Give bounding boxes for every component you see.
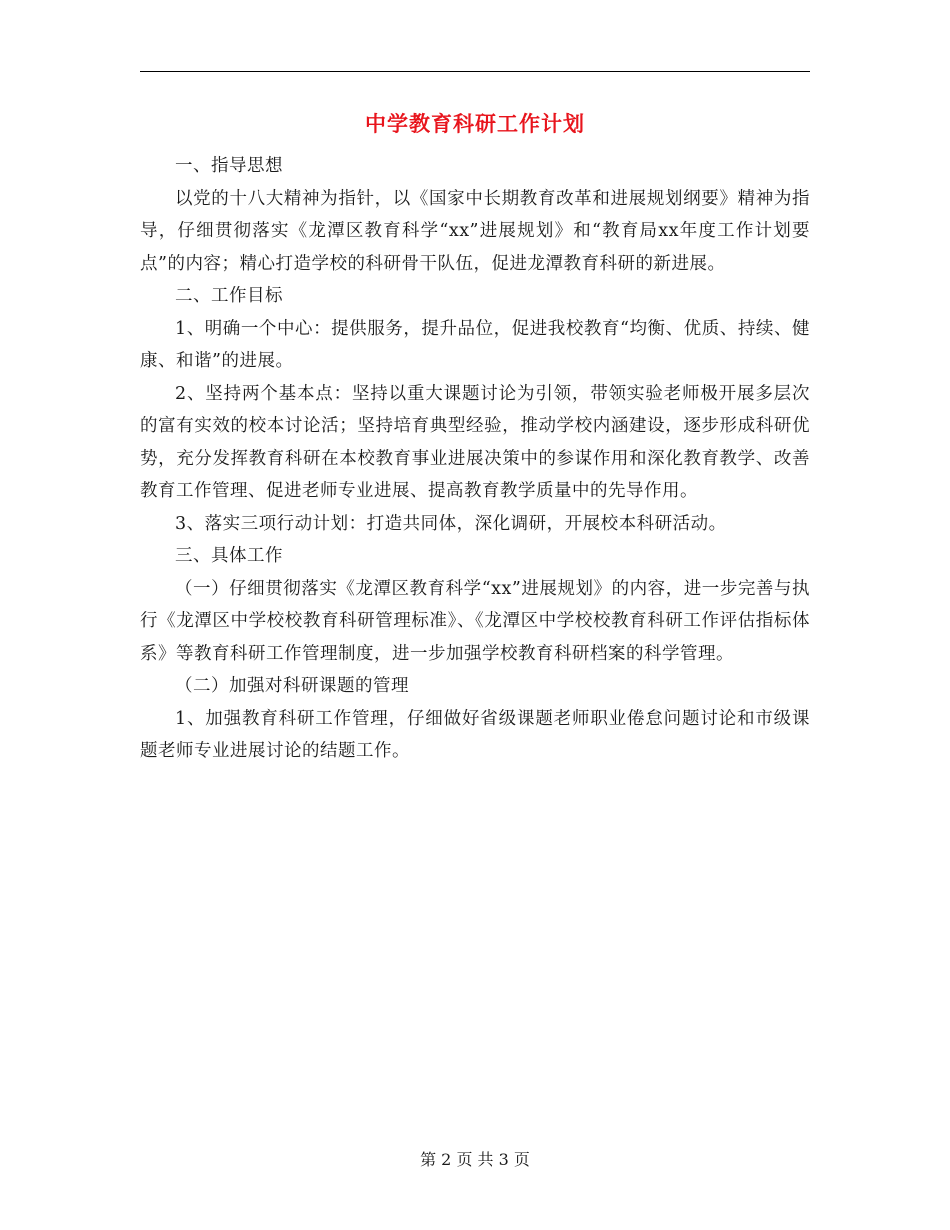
section-heading-specific-work: 三、具体工作: [175, 546, 283, 566]
subheading-topic-management: （二）加强对科研课题的管理: [175, 676, 409, 696]
document-title: 中学教育科研工作计划: [365, 111, 585, 136]
page-number-footer: 第 2 页 共 3 页: [420, 1150, 530, 1169]
header-rule: [140, 71, 810, 72]
paragraph-work-1: （一）仔细贯彻落实《龙潭区教育科学“xx”进展规划》的内容，进一步完善与执行《龙潭区中学校校教育科研管理标准》、《龙潭区中学校校教育科研工作评估指标体系》等教育科研工作管理制度，进一步加强学校教育科研档案的科学管理。: [140, 578, 810, 664]
paragraph-goal-2: 2、坚持两个基本点：坚持以重大课题讨论为引领，带领实验老师极开展多层次的富有实效的校本讨论活；坚持培育典型经验，推动学校内涵建设，逐步形成科研优势，充分发挥教育科研在本校教育事业进展决策中的参谋作用和深化教育教学、改善教育工作管理、促进老师专业进展、提高教育教学质量中的先导作用。: [140, 383, 810, 501]
paragraph-topic-management-1: 1、加强教育科研工作管理，仔细做好省级课题老师职业倦怠问题讨论和市级课题老师专业进展讨论的结题工作。: [140, 708, 810, 761]
paragraph-guiding-ideology: 以党的十八大精神为指针，以《国家中长期教育改革和进展规划纲要》精神为指导，仔细贯彻落实《龙潭区教育科学“xx”进展规划》和“教育局xx年度工作计划要点”的内容；精心打造学校的科研骨干队伍，促进龙潭教育科研的新进展。: [140, 188, 810, 274]
section-heading-work-goals: 二、工作目标: [175, 286, 283, 306]
paragraph-goal-1: 1、明确一个中心：提供服务，提升品位，促进我校教育“均衡、优质、持续、健康、和谐”的进展。: [140, 318, 810, 371]
paragraph-goal-3: 3、落实三项行动计划：打造共同体，深化调研，开展校本科研活动。: [175, 513, 727, 534]
document-body: [140, 150, 810, 768]
section-heading-guiding-ideology: 一、指导思想: [175, 156, 283, 176]
